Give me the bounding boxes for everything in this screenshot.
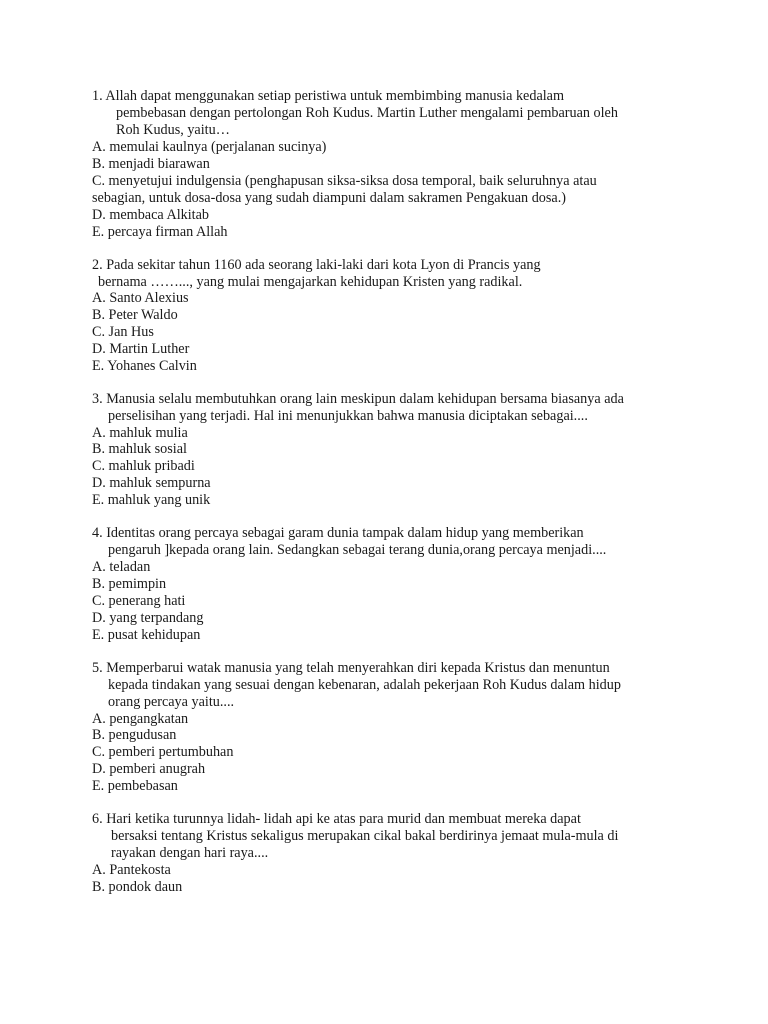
question-2-stem-line: 2. Pada sekitar tahun 1160 ada seorang laki-laki dari kota Lyon di Prancis yang: [92, 257, 541, 273]
question-4-option: C. penerang hati: [92, 593, 186, 609]
question-4-stem-line: pengaruh ]kepada orang lain. Sedangkan sebagai terang dunia,orang percaya menjadi....: [108, 542, 607, 558]
question-3-option: B. mahluk sosial: [92, 441, 187, 457]
question-3-option: E. mahluk yang unik: [92, 492, 211, 508]
question-2-option: C. Jan Hus: [92, 324, 154, 340]
question-5-option: D. pemberi anugrah: [92, 761, 206, 777]
question-3-stem-line: perselisihan yang terjadi. Hal ini menunjukkan bahwa manusia diciptakan sebagai....: [108, 408, 588, 424]
question-5-option: C. pemberi pertumbuhan: [92, 744, 234, 760]
question-5-stem-line: 5. Memperbarui watak manusia yang telah menyerahkan diri kepada Kristus dan menuntun: [92, 660, 610, 676]
question-2-option: B. Peter Waldo: [92, 307, 178, 323]
question-6-option: A. Pantekosta: [92, 862, 171, 878]
question-2-option: D. Martin Luther: [92, 341, 190, 357]
question-1-option: A. memulai kaulnya (perjalanan sucinya): [92, 139, 327, 155]
question-1-stem-line: 1. Allah dapat menggunakan setiap peristiwa untuk membimbing manusia kedalam: [92, 88, 565, 104]
question-1-option: E. percaya firman Allah: [92, 224, 228, 240]
question-6-stem-line: rayakan dengan hari raya....: [111, 845, 269, 861]
question-4-option: E. pusat kehidupan: [92, 627, 201, 643]
question-2-option: E. Yohanes Calvin: [92, 358, 197, 374]
question-1-stem-line: Roh Kudus, yaitu…: [116, 122, 230, 138]
question-1-stem-line: pembebasan dengan pertolongan Roh Kudus. Martin Luther mengalami pembaruan oleh: [116, 105, 618, 121]
question-6-stem-line: 6. Hari ketika turunnya lidah- lidah api ke atas para murid dan membuat mereka dapat: [92, 811, 581, 827]
question-4-option: A. teladan: [92, 559, 151, 575]
question-3-option: A. mahluk mulia: [92, 425, 188, 441]
question-6-stem-line: bersaksi tentang Kristus sekaligus merupakan cikal bakal berdirinya jemaat mula-mula di: [111, 828, 619, 844]
question-5-option: E. pembebasan: [92, 778, 178, 794]
question-5-stem-line: kepada tindakan yang sesuai dengan kebenaran, adalah pekerjaan Roh Kudus dalam hidup: [108, 677, 621, 693]
question-5-option: A. pengangkatan: [92, 711, 189, 727]
question-2-option: A. Santo Alexius: [92, 290, 189, 306]
question-5-option: B. pengudusan: [92, 727, 177, 743]
question-1-option: B. menjadi biarawan: [92, 156, 210, 172]
question-5-stem-line: orang percaya yaitu....: [108, 694, 235, 710]
question-4-option: D. yang terpandang: [92, 610, 204, 626]
question-1-option: sebagian, untuk dosa-dosa yang sudah diampuni dalam sakramen Pengakuan dosa.): [92, 190, 566, 206]
question-4-stem-line: 4. Identitas orang percaya sebagai garam dunia tampak dalam hidup yang memberikan: [92, 525, 584, 541]
question-6-option: B. pondok daun: [92, 879, 183, 895]
question-1-option: D. membaca Alkitab: [92, 207, 210, 223]
question-3-stem-line: 3. Manusia selalu membutuhkan orang lain meskipun dalam kehidupan bersama biasanya ada: [92, 391, 624, 407]
question-4-option: B. pemimpin: [92, 576, 167, 592]
question-3-option: C. mahluk pribadi: [92, 458, 195, 474]
question-2-stem-line: bernama ……..., yang mulai mengajarkan kehidupan Kristen yang radikal.: [98, 274, 523, 290]
question-3-option: D. mahluk sempurna: [92, 475, 211, 491]
question-1-option: C. menyetujui indulgensia (penghapusan siksa-siksa dosa temporal, baik seluruhnya atau: [92, 173, 597, 189]
